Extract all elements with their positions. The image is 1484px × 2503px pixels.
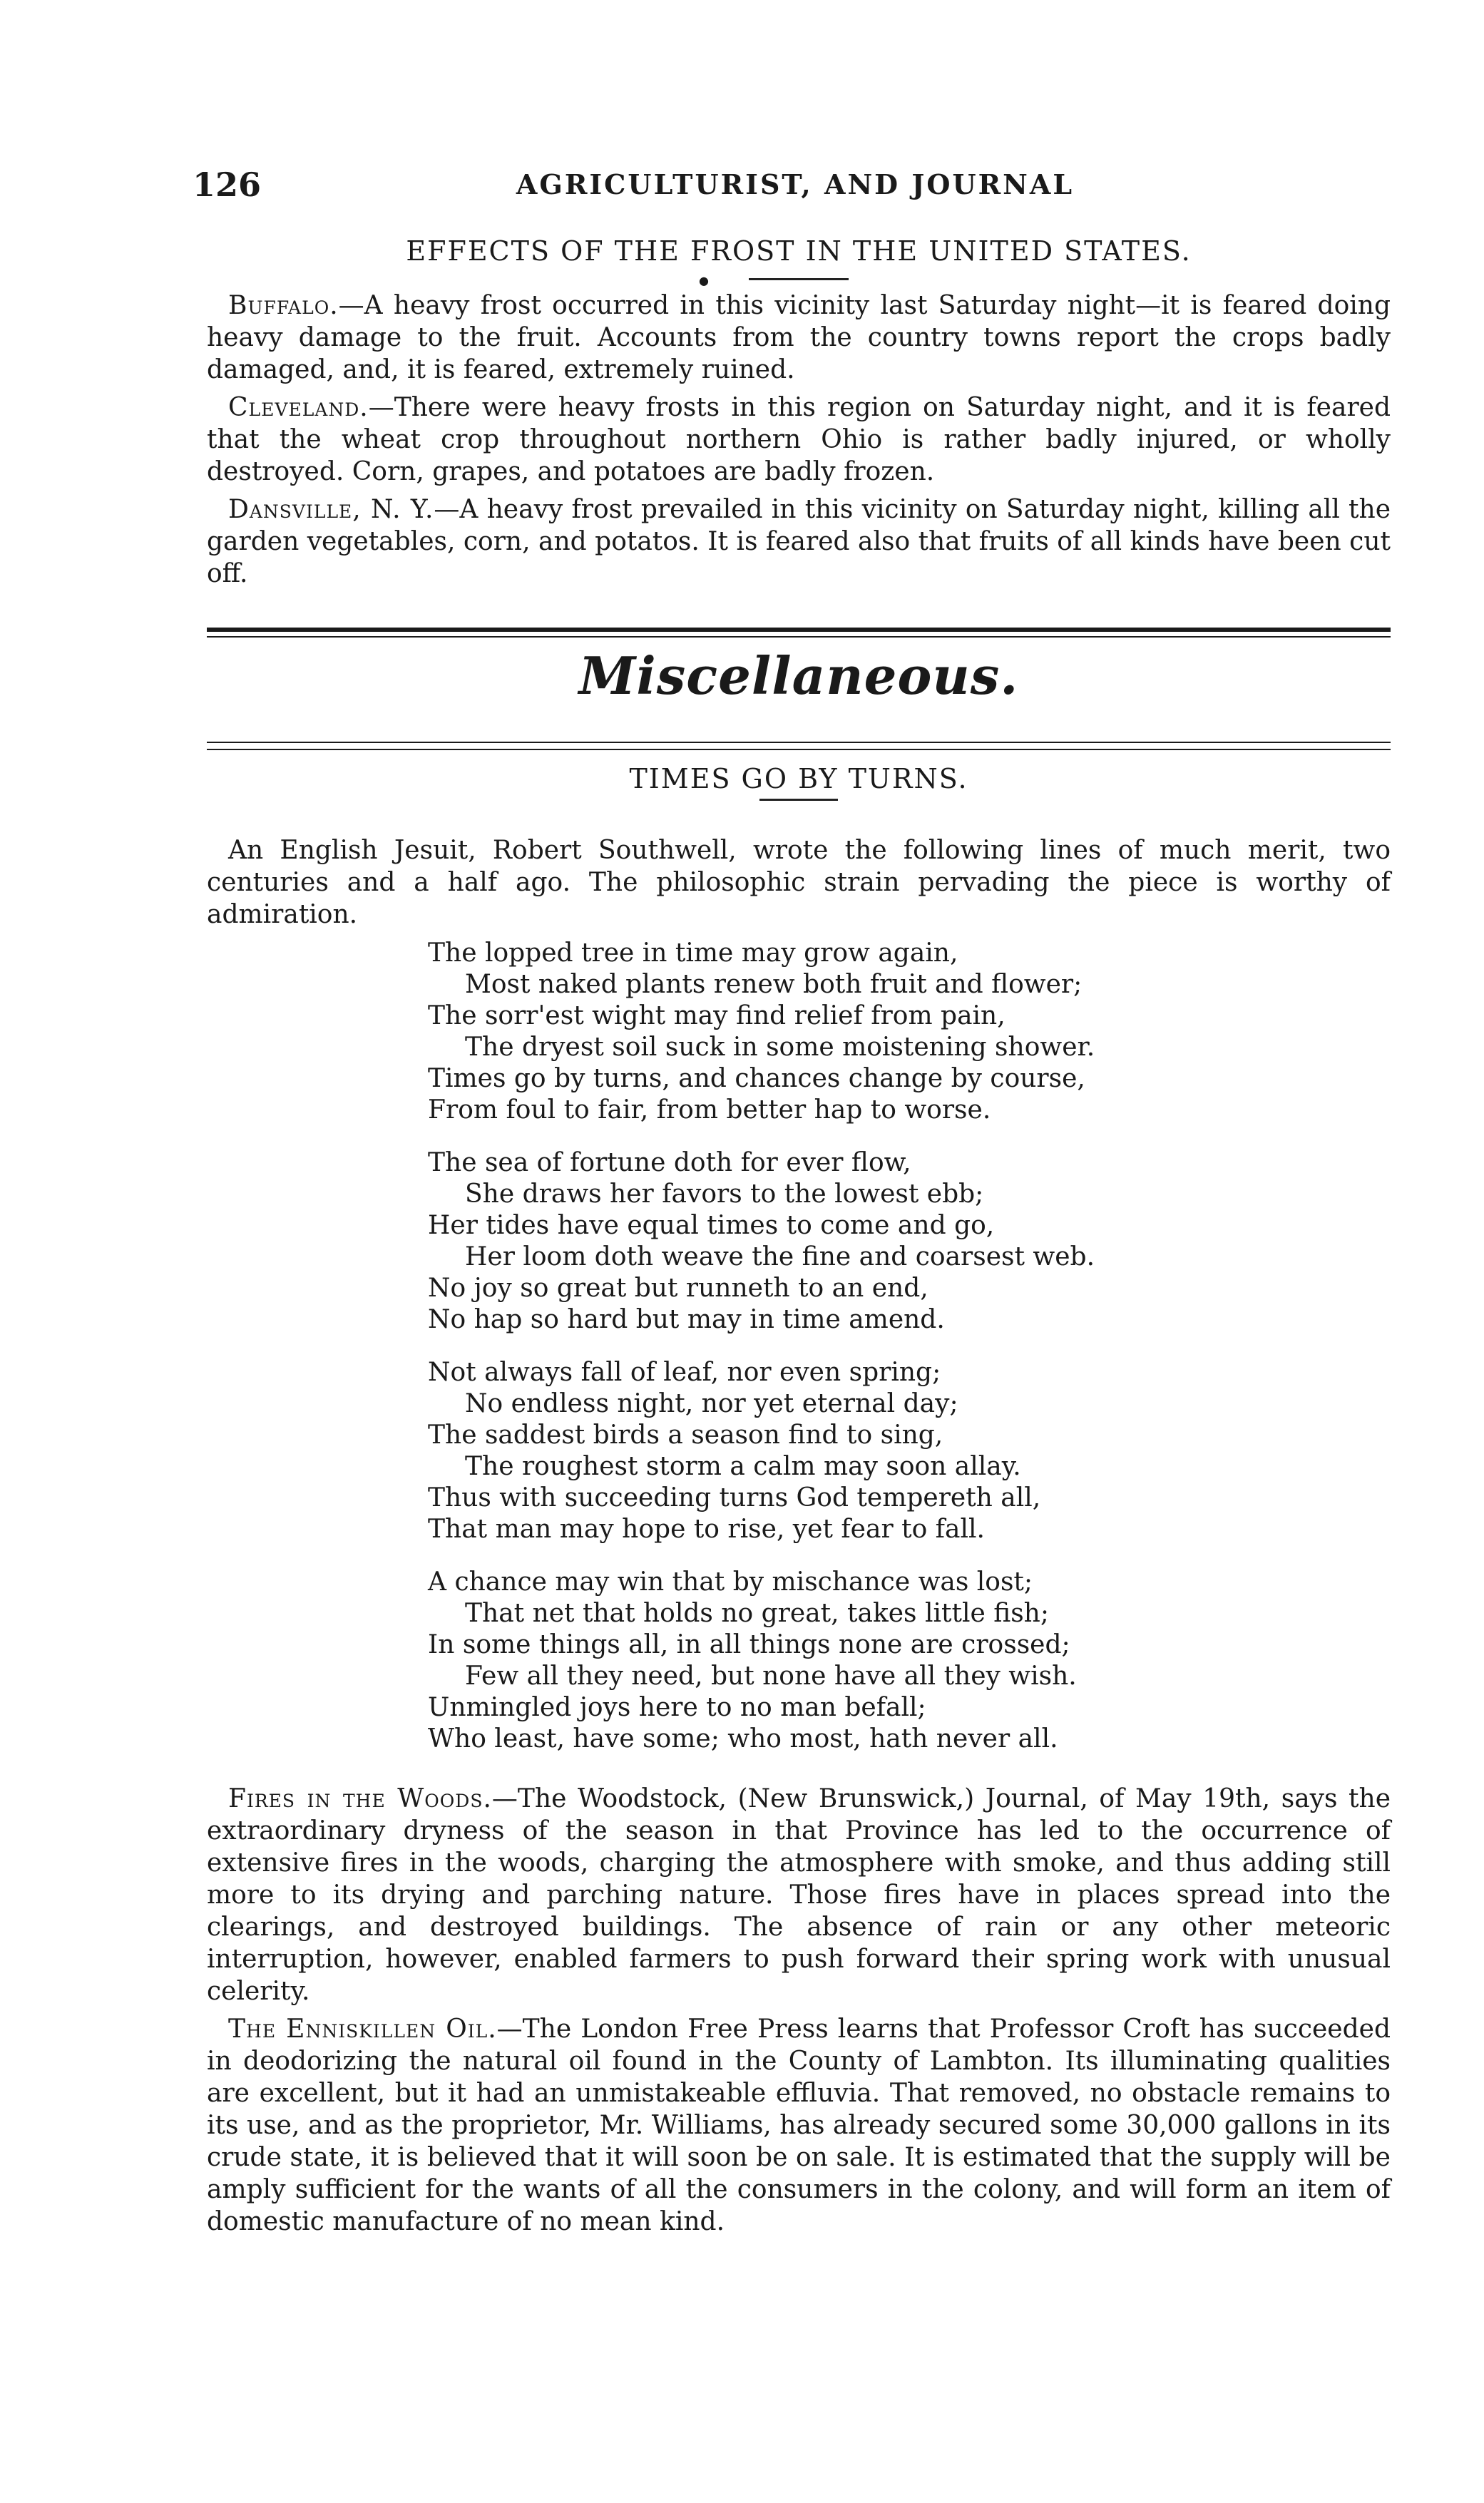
poem-line: No joy so great but runneth to an end,	[428, 1274, 928, 1303]
stanza	[428, 1357, 1355, 1545]
poem-line: Who least, have some; who most, hath never all.	[428, 1724, 1058, 1754]
poem-line: Most naked plants renew both fruit and flower;	[465, 970, 1083, 999]
item-text: —There were heavy frosts in this region on Saturday night, and it is feared that the wheat crop throughout northern Ohio is rather badly injured, or wholly destroyed. Corn, grapes, and potatoes are badly frozen.	[207, 393, 1391, 486]
poem-line: No hap so hard but may in time amend.	[428, 1305, 945, 1334]
frost-article	[207, 235, 1391, 595]
poem-line: That net that holds no great, takes little fish;	[465, 1599, 1049, 1628]
item-lead: Fires in the Woods.	[228, 1784, 492, 1813]
poem-line: From foul to fair, from better hap to worse.	[428, 1095, 991, 1125]
poem-heading-block	[207, 763, 1391, 801]
poem-line: Her tides have equal times to come and go,	[428, 1211, 995, 1240]
running-header	[193, 165, 1398, 208]
miscellaneous-heading: Miscellaneous.	[578, 645, 1019, 706]
item-text: —The London Free Press learns that Professor Croft has succeeded in deodorizing the natural oil found in the County of Lambton. Its illuminating qualities are excellent, but it had an unmistakeable effluvia. That removed, no obstacle remains to its use, and as the proprietor, Mr. Williams, has already secured some 30,000 gallons in its crude state, it is believed that it will soon be on sale. It is estimated that the supply will be amply sufficient for the wants of all the consumers in the colony, and will form an item of domestic manufacture of no mean kind.	[207, 2015, 1391, 2236]
item-lead: Dansville, N. Y.	[228, 495, 434, 524]
item-text: —A heavy frost occurred in this vicinity last Saturday night—it is feared doing heavy damage to the fruit. Accounts from the country towns report the crops badly damaged, and, it is feared, extremely ruined.	[207, 291, 1391, 384]
stanza	[428, 1147, 1355, 1336]
frost-item-cleveland	[207, 391, 1391, 488]
stanza	[428, 938, 1355, 1126]
miscellaneous-heading-block	[207, 645, 1391, 706]
title-rule	[759, 799, 838, 801]
section-rule-bottom	[207, 742, 1391, 750]
frost-title: EFFECTS OF THE FROST IN THE UNITED STATES.	[406, 235, 1192, 267]
poem-line: A chance may win that by mischance was lost;	[428, 1567, 1033, 1597]
poem-line: She draws her favors to the lowest ebb;	[465, 1179, 984, 1209]
item-text: —A heavy frost prevailed in this vicinity on Saturday night, killing all the garden vegetables, corn, and potatos. It is feared also that fruits of all kinds have been cut off.	[207, 495, 1391, 588]
poem-line: The dryest soil suck in some moistening shower.	[465, 1033, 1095, 1062]
item-lead: The Enniskillen Oil.	[228, 2015, 497, 2044]
misc-paragraphs	[207, 1783, 1391, 2243]
running-title: AGRICULTURIST, AND JOURNAL	[516, 168, 1075, 200]
stanza	[428, 1567, 1355, 1755]
poem-line: The sea of fortune doth for ever flow,	[428, 1148, 911, 1177]
poem-line: The saddest birds a season find to sing,	[428, 1421, 943, 1450]
poem-line: The lopped tree in time may grow again,	[428, 938, 958, 968]
fires-paragraph	[207, 1783, 1391, 2007]
poem-line: Unmingled joys here to no man befall;	[428, 1693, 926, 1722]
title-ornament: ●	[207, 271, 1391, 285]
page-number: 126	[193, 165, 262, 204]
poem-line: Not always fall of leaf, nor even spring;	[428, 1358, 941, 1387]
poem-line: No endless night, nor yet eternal day;	[465, 1389, 958, 1418]
poem-line: The roughest storm a calm may soon allay.	[465, 1452, 1021, 1481]
item-lead: Cleveland.	[228, 393, 369, 422]
item-lead: Buffalo.	[228, 291, 339, 320]
poem-line: Thus with succeeding turns God tempereth all,	[428, 1483, 1041, 1512]
item-text: —The Woodstock, (New Brunswick,) Journal, of May 19th, says the extraordinary dryness of the season in that Province has led to the occurrence of extensive fires in the woods, charging the atmosphere with smoke, and thus adding still more to its drying and parching nature. Those fires have in places spread into the clearings, and destroyed buildings. The absence of rain or any other meteoric interruption, however, enabled farmers to push forward their spring work with unusual celerity.	[207, 1784, 1391, 2006]
poem-line: Her loom doth weave the fine and coarsest web.	[465, 1242, 1095, 1271]
frost-item-dansville	[207, 493, 1391, 590]
poem-line: The sorr'est wight may find relief from pain,	[428, 1001, 1005, 1030]
poem-line: That man may hope to rise, yet fear to fall.	[428, 1515, 985, 1544]
poem-title: TIMES GO BY TURNS.	[629, 763, 968, 794]
section-rule-top	[207, 628, 1391, 638]
poem-line: In some things all, in all things none are crossed;	[428, 1630, 1070, 1659]
poem-intro-block	[207, 834, 1391, 936]
frost-item-buffalo	[207, 290, 1391, 386]
poem-intro: An English Jesuit, Robert Southwell, wrote the following lines of much merit, two centuries and a half ago. The philosophic strain pervading the piece is worthy of admiration.	[207, 836, 1391, 929]
poem	[428, 938, 1355, 1776]
poem-line: Times go by turns, and chances change by course,	[428, 1064, 1085, 1093]
poem-line: Few all they need, but none have all they wish.	[465, 1662, 1077, 1691]
oil-paragraph	[207, 2013, 1391, 2238]
